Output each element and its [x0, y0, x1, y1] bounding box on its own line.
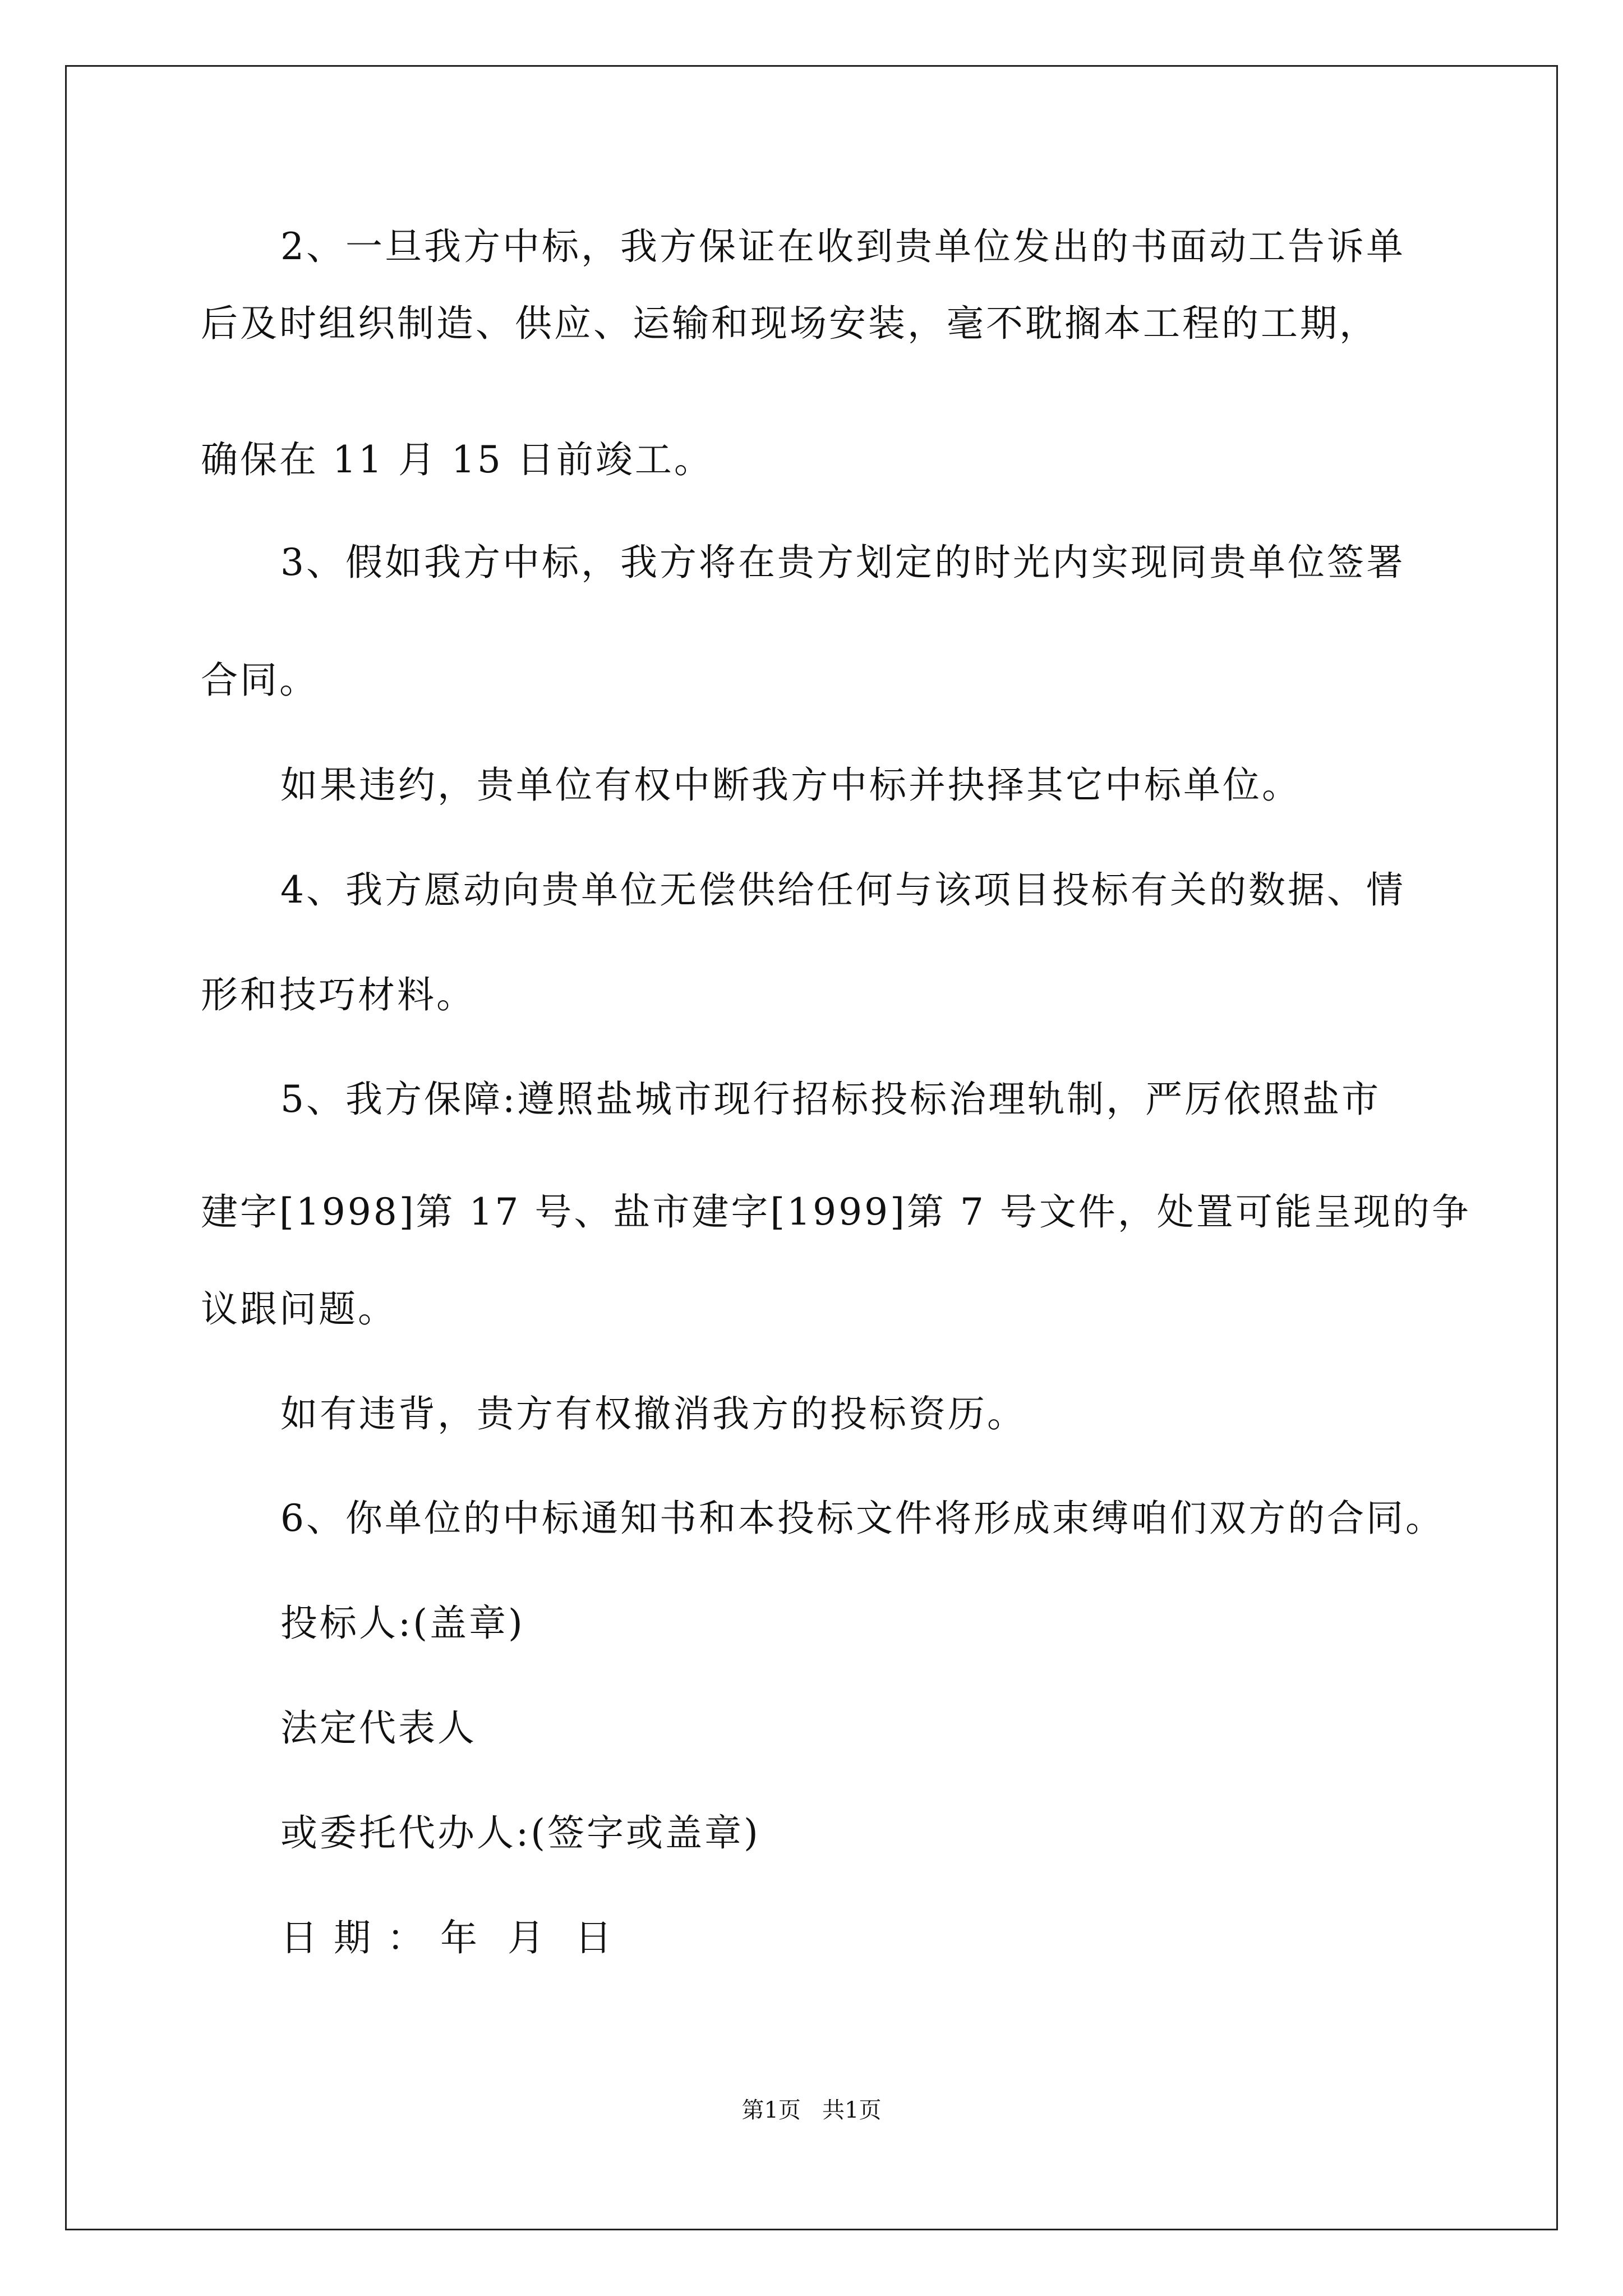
clause-2-line-1: 2、一旦我方中标，我方保证在收到贵单位发出的书面动工告诉单 — [280, 225, 1405, 268]
bidder-seal-line: 投标人:(盖章) — [280, 1602, 525, 1645]
clause-5-line-3: 议跟问题。 — [201, 1287, 397, 1331]
clause-5-line-2: 建字[1998]第 17 号、盐市建字[1999]第 7 号文件，处置可能呈现的争 — [201, 1190, 1471, 1234]
date-line: 日 期 ： 年 月 日 — [280, 1916, 614, 1959]
clause-2-line-2: 后及时组织制造、供应、运输和现场安装，毫不耽搁本工程的工期， — [201, 302, 1378, 345]
authorized-agent-line: 或委托代办人:(签字或盖章) — [280, 1811, 760, 1855]
violation-note: 如有违背，贵方有权撤消我方的投标资历。 — [280, 1392, 1026, 1435]
breach-note: 如果违约，贵单位有权中断我方中标并抉择其它中标单位。 — [280, 763, 1301, 807]
clause-2-line-3: 确保在 11 月 15 日前竣工。 — [201, 438, 713, 481]
clause-5-line-1: 5、我方保障:遵照盐城市现行招标投标治理轨制，严厉依照盐市 — [280, 1078, 1381, 1121]
clause-4-line-1: 4、我方愿动向贵单位无偿供给任何与该项目投标有关的数据、情 — [280, 868, 1405, 912]
page-border — [65, 65, 1558, 2230]
clause-6: 6、你单位的中标通知书和本投标文件将形成束缚咱们双方的合同。 — [280, 1497, 1445, 1540]
page-number-footer: 第1页 共1页 — [741, 2097, 882, 2123]
clause-4-line-2: 形和技巧材料。 — [201, 973, 476, 1016]
clause-3-line-1: 3、假如我方中标，我方将在贵方划定的时光内实现同贵单位签署 — [280, 541, 1405, 584]
clause-3-line-2: 合同。 — [201, 659, 319, 702]
legal-representative-line: 法定代表人 — [280, 1706, 477, 1750]
